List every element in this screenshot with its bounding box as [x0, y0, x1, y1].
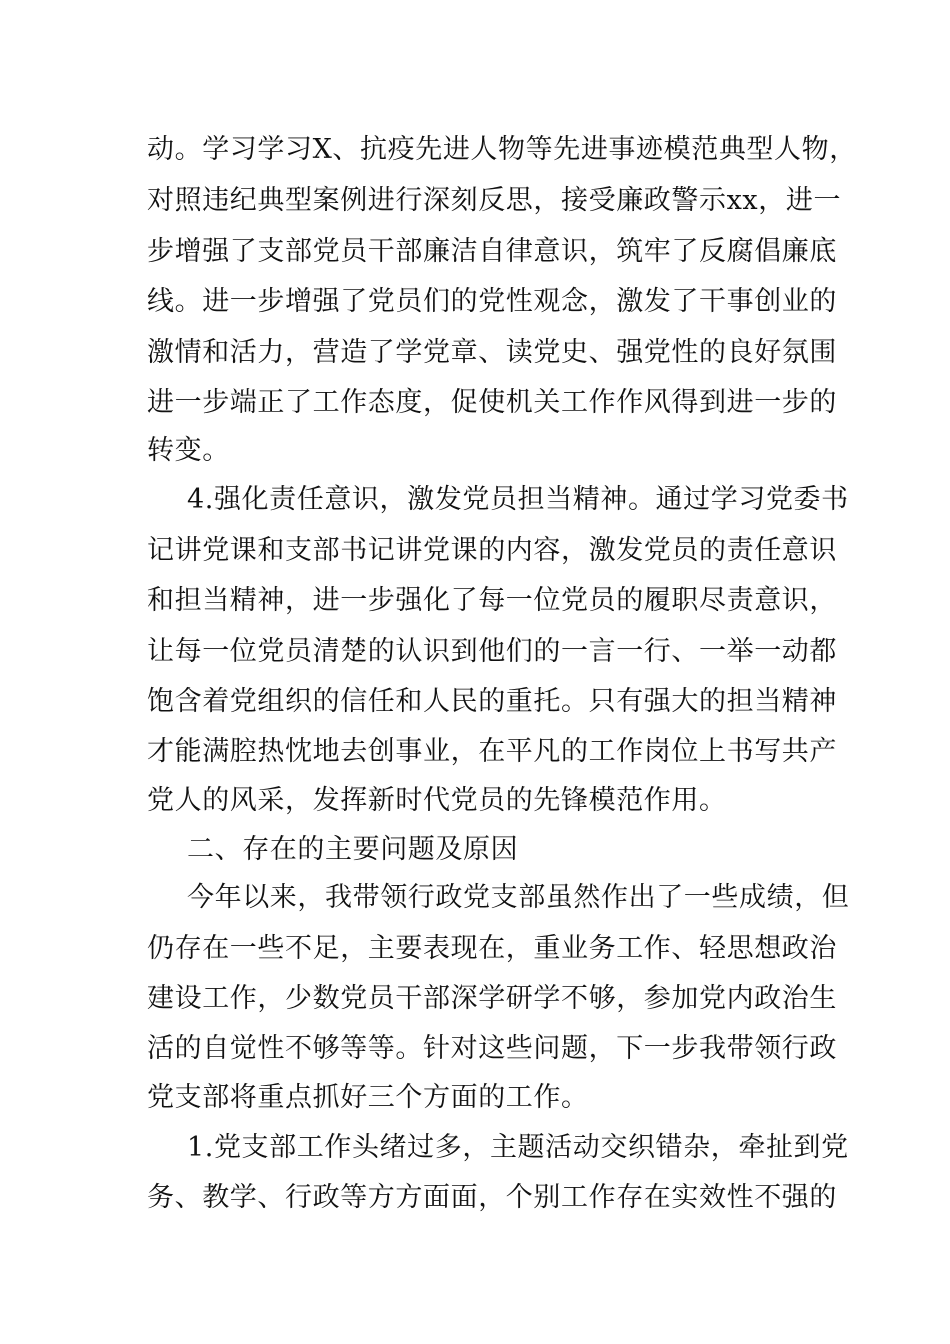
text-line: 活的自觉性不够等等。针对这些问题，下一步我带领行政 [147, 1033, 837, 1064]
section-heading-problems: 二、存在的主要问题及原因 [187, 834, 519, 865]
text-line: 1.党支部工作头绪过多，主题活动交织错杂，牵扯到党 [187, 1132, 849, 1163]
text-line: 动。学习学习X、抗疫先进人物等先进事迹模范典型人物， [147, 134, 857, 165]
text-line: 党人的风采，发挥新时代党员的先锋模范作用。 [147, 785, 727, 816]
text-line: 记讲党课和支部书记讲党课的内容，激发党员的责任意识 [147, 535, 837, 566]
text-line: 和担当精神，进一步强化了每一位党员的履职尽责意识， [147, 585, 837, 616]
text-line: 今年以来，我带领行政党支部虽然作出了一些成绩，但 [187, 882, 850, 913]
section-heading-responsibility: 4.强化责任意识，激发党员担当精神。通过学习党委书 [187, 484, 849, 515]
text-line: 仍存在一些不足，主要表现在，重业务工作、轻思想政治 [147, 933, 837, 964]
text-line: 党支部将重点抓好三个方面的工作。 [147, 1082, 589, 1113]
text-line: 激情和活力，营造了学党章、读党史、强党性的良好氛围 [147, 337, 837, 368]
text-line: 让每一位党员清楚的认识到他们的一言一行、一举一动都 [147, 636, 837, 667]
text-line: 才能满腔热忱地去创事业，在平凡的工作岗位上书写共产 [147, 736, 837, 767]
text-line: 建设工作，少数党员干部深学研学不够，参加党内政治生 [147, 983, 837, 1014]
text-line: 务、教学、行政等方方面面，个别工作存在实效性不强的 [147, 1182, 837, 1213]
text-line: 进一步端正了工作态度，促使机关工作作风得到进一步的 [147, 387, 837, 418]
text-line: 转变。 [147, 435, 230, 466]
text-line: 步增强了支部党员干部廉洁自律意识，筑牢了反腐倡廉底 [147, 236, 837, 267]
text-line: 线。进一步增强了党员们的党性观念，激发了干事创业的 [147, 286, 837, 317]
text-line: 对照违纪典型案例进行深刻反思，接受廉政警示xx，进一 [147, 185, 842, 216]
text-line: 饱含着党组织的信任和人民的重托。只有强大的担当精神 [147, 686, 837, 717]
